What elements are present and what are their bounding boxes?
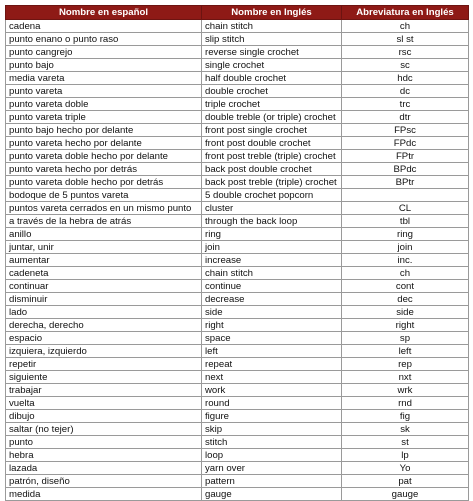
spanish-name-cell: punto bajo [6,59,202,72]
english-name-cell: front post single crochet [202,124,342,137]
header-spanish-name: Nombre en español [6,6,202,20]
spanish-name-cell: media vareta [6,72,202,85]
abbreviation-cell: sc [342,59,469,72]
abbreviation-cell: rep [342,358,469,371]
abbreviation-cell: hdc [342,72,469,85]
english-name-cell: chain stitch [202,267,342,280]
spanish-name-cell: punto enano o punto raso [6,33,202,46]
spanish-name-cell: espacio [6,332,202,345]
abbreviation-cell: lp [342,449,469,462]
table-row [6,72,469,85]
table-row [6,397,469,410]
english-name-cell: skip [202,423,342,436]
english-name-cell: double crochet [202,85,342,98]
spanish-name-cell: punto bajo hecho por delante [6,124,202,137]
english-name-cell: slip stitch [202,33,342,46]
header-row [6,6,469,20]
table-header [6,6,469,20]
spanish-name-cell: punto vareta doble hecho por delante [6,150,202,163]
english-name-cell: loop [202,449,342,462]
abbreviation-cell: tbl [342,215,469,228]
english-name-cell: front post double crochet [202,137,342,150]
table-row [6,111,469,124]
english-name-cell: cluster [202,202,342,215]
spanish-name-cell: anillo [6,228,202,241]
english-name-cell: single crochet [202,59,342,72]
table-row [6,475,469,488]
spanish-name-cell: saltar (no tejer) [6,423,202,436]
table-body [6,20,469,501]
abbreviation-cell: nxt [342,371,469,384]
table-row [6,293,469,306]
table-row [6,176,469,189]
spanish-name-cell: continuar [6,280,202,293]
table-row [6,423,469,436]
abbreviation-cell: left [342,345,469,358]
table-row [6,358,469,371]
table-row [6,280,469,293]
spanish-name-cell: medida [6,488,202,501]
spanish-name-cell: punto vareta hecho por detrás [6,163,202,176]
abbreviation-cell: side [342,306,469,319]
abbreviation-cell: pat [342,475,469,488]
abbreviation-cell [342,189,469,202]
table-row [6,85,469,98]
table-row [6,306,469,319]
spanish-name-cell: punto vareta triple [6,111,202,124]
spanish-name-cell: punto vareta [6,85,202,98]
english-name-cell: 5 double crochet popcorn [202,189,342,202]
english-name-cell: back post double crochet [202,163,342,176]
table-row [6,410,469,423]
table-row [6,319,469,332]
spanish-name-cell: disminuir [6,293,202,306]
spanish-name-cell: punto vareta doble [6,98,202,111]
spanish-name-cell: cadena [6,20,202,33]
english-name-cell: continue [202,280,342,293]
spanish-name-cell: bodoque de 5 puntos vareta [6,189,202,202]
table-row [6,33,469,46]
abbreviation-cell: rsc [342,46,469,59]
abbreviation-cell: right [342,319,469,332]
spanish-name-cell: vuelta [6,397,202,410]
abbreviation-cell: rnd [342,397,469,410]
abbreviation-cell: cont [342,280,469,293]
spanish-name-cell: lado [6,306,202,319]
abbreviation-cell: BPtr [342,176,469,189]
abbreviation-cell: st [342,436,469,449]
table-row [6,59,469,72]
crochet-glossary [5,5,469,501]
spanish-name-cell: patrón, diseño [6,475,202,488]
spanish-name-cell: hebra [6,449,202,462]
abbreviation-cell: wrk [342,384,469,397]
table-row [6,345,469,358]
english-name-cell: repeat [202,358,342,371]
table-row [6,98,469,111]
english-name-cell: gauge [202,488,342,501]
english-name-cell: pattern [202,475,342,488]
abbreviation-cell: Yo [342,462,469,475]
abbreviation-cell: ring [342,228,469,241]
spanish-name-cell: cadeneta [6,267,202,280]
abbreviation-cell: ch [342,267,469,280]
english-name-cell: next [202,371,342,384]
abbreviation-cell: CL [342,202,469,215]
english-name-cell: right [202,319,342,332]
table-row [6,228,469,241]
spanish-name-cell: izquiera, izquierdo [6,345,202,358]
header-english-abbreviation: Abreviatura en Inglés [342,6,469,20]
english-name-cell: left [202,345,342,358]
table-row [6,332,469,345]
crochet-terms-table [5,5,469,501]
english-name-cell: decrease [202,293,342,306]
table-row [6,20,469,33]
table-row [6,462,469,475]
abbreviation-cell: sp [342,332,469,345]
abbreviation-cell: dc [342,85,469,98]
english-name-cell: round [202,397,342,410]
english-name-cell: space [202,332,342,345]
spanish-name-cell: punto vareta hecho por delante [6,137,202,150]
table-row [6,371,469,384]
english-name-cell: ring [202,228,342,241]
spanish-name-cell: dibujo [6,410,202,423]
english-name-cell: join [202,241,342,254]
abbreviation-cell: trc [342,98,469,111]
english-name-cell: work [202,384,342,397]
spanish-name-cell: a través de la hebra de atrás [6,215,202,228]
english-name-cell: triple crochet [202,98,342,111]
abbreviation-cell: join [342,241,469,254]
table-row [6,124,469,137]
table-row [6,46,469,59]
table-row [6,254,469,267]
abbreviation-cell: FPdc [342,137,469,150]
header-english-name: Nombre en Inglés [202,6,342,20]
table-row [6,202,469,215]
table-row [6,267,469,280]
english-name-cell: back post treble (triple) crochet [202,176,342,189]
table-row [6,384,469,397]
spanish-name-cell: puntos vareta cerrados en un mismo punto [6,202,202,215]
english-name-cell: reverse single crochet [202,46,342,59]
abbreviation-cell: dec [342,293,469,306]
spanish-name-cell: trabajar [6,384,202,397]
english-name-cell: side [202,306,342,319]
english-name-cell: through the back loop [202,215,342,228]
spanish-name-cell: aumentar [6,254,202,267]
abbreviation-cell: FPsc [342,124,469,137]
abbreviation-cell: inc. [342,254,469,267]
spanish-name-cell: repetir [6,358,202,371]
spanish-name-cell: punto [6,436,202,449]
table-row [6,150,469,163]
english-name-cell: half double crochet [202,72,342,85]
abbreviation-cell: ch [342,20,469,33]
spanish-name-cell: juntar, unir [6,241,202,254]
table-row [6,189,469,202]
spanish-name-cell: punto cangrejo [6,46,202,59]
table-row [6,241,469,254]
spanish-name-cell: derecha, derecho [6,319,202,332]
spanish-name-cell: siguiente [6,371,202,384]
table-row [6,436,469,449]
abbreviation-cell: sk [342,423,469,436]
table-row [6,137,469,150]
abbreviation-cell: gauge [342,488,469,501]
spanish-name-cell: lazada [6,462,202,475]
abbreviation-cell: sl st [342,33,469,46]
english-name-cell: increase [202,254,342,267]
table-row [6,215,469,228]
abbreviation-cell: FPtr [342,150,469,163]
abbreviation-cell: BPdc [342,163,469,176]
table-row [6,488,469,501]
table-row [6,163,469,176]
english-name-cell: double treble (or triple) crochet [202,111,342,124]
abbreviation-cell: dtr [342,111,469,124]
english-name-cell: front post treble (triple) crochet [202,150,342,163]
english-name-cell: figure [202,410,342,423]
english-name-cell: stitch [202,436,342,449]
english-name-cell: chain stitch [202,20,342,33]
english-name-cell: yarn over [202,462,342,475]
spanish-name-cell: punto vareta doble hecho por detrás [6,176,202,189]
abbreviation-cell: fig [342,410,469,423]
table-row [6,449,469,462]
